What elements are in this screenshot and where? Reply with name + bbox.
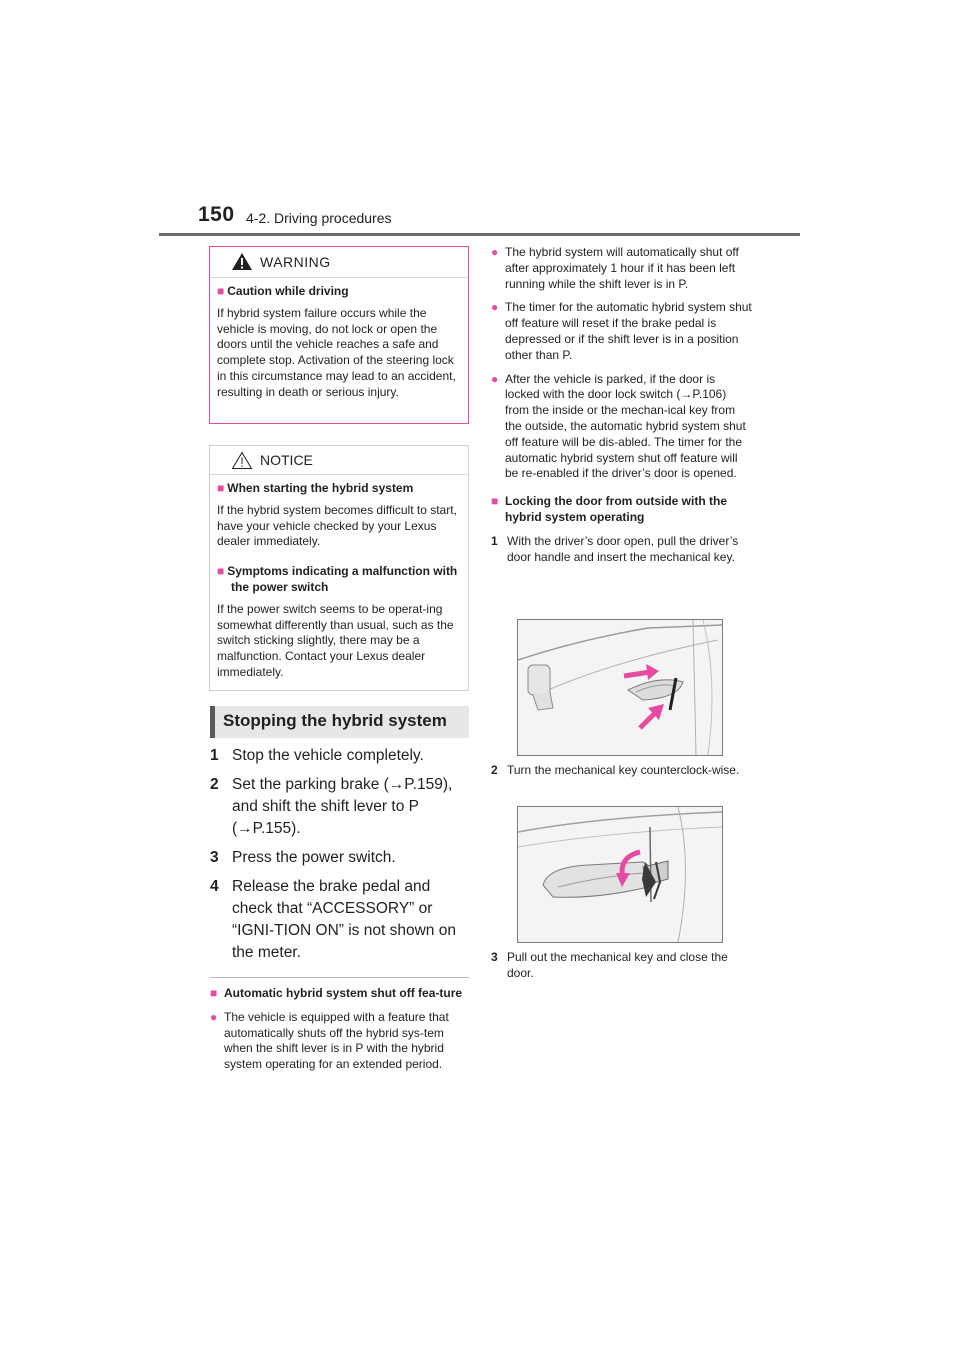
bullet-text: The hybrid system will automatically shut off after approximately 1 hour if it has been left running while the shift lever is in P.	[505, 245, 739, 291]
warning-triangle-icon	[231, 252, 253, 276]
notice-heading-text: When starting the hybrid system	[227, 481, 414, 495]
square-marker-icon: ■	[491, 494, 499, 509]
bullet-text: After the vehicle is parked, if the door is locked with the door lock switch (→P.106) from the inside or the mechan-ical key from the outside, the automatic hybrid system shut off feature will be dis-abled. The timer for the automatic hybrid system shut off feature will be re-enabled if the driver’s door is opened.	[505, 371, 746, 481]
square-marker-icon: ■	[217, 284, 225, 298]
notice-label: NOTICE	[260, 452, 313, 468]
locking-heading	[491, 494, 753, 526]
bullet-text: The timer for the automatic hybrid system shut off feature will reset if the brake pedal is depressed or if the shift lever is in a position other than P.	[505, 300, 752, 362]
bullet-item	[491, 245, 753, 292]
warning-heading	[217, 284, 461, 300]
header-rule	[159, 233, 800, 236]
notice-header	[210, 446, 468, 475]
bullet-item	[210, 1010, 472, 1073]
right-column	[491, 245, 753, 573]
bullet-dot-icon: ●	[491, 245, 499, 259]
square-marker-icon: ■	[217, 564, 225, 579]
subsection-heading-text: Stopping the hybrid system	[223, 711, 447, 730]
auto-shutoff-section	[210, 986, 472, 1081]
notice-heading-2	[217, 564, 461, 596]
step-number: 1	[210, 747, 219, 764]
section-title: 4-2. Driving procedures	[246, 210, 392, 226]
notice-heading-1	[217, 481, 461, 497]
step-text: Turn the mechanical key counterclock-wise.	[507, 763, 740, 777]
notice-text-1: If the hybrid system becomes difficult to start, have your vehicle checked by your Lexus dealer immediately.	[217, 502, 457, 549]
step-item	[491, 950, 753, 982]
step-number: 2	[210, 776, 219, 793]
step-number: 2	[491, 763, 498, 777]
warning-box	[209, 246, 469, 424]
step-number: 1	[491, 533, 498, 548]
step-number: 3	[491, 950, 498, 964]
warning-text: If hybrid system failure occurs while the vehicle is moving, do not lock or open the doors until the vehicle reaches a safe and complete stop. Activation of the steering lock in this circumstance may lead to an accident, resulting in death or serious injury.	[217, 305, 456, 399]
page-number: 150	[198, 203, 235, 226]
step-text: Press the power switch.	[232, 849, 396, 866]
square-marker-icon: ■	[210, 986, 218, 1000]
step-number: 3	[210, 849, 219, 866]
notice-text-2: If the power switch seems to be operat-ing somewhat differently than usual, such as the switch sticking slightly, there may be a malfunction. Contact your Lexus dealer immediately.	[217, 601, 454, 679]
bullet-dot-icon: ●	[210, 1009, 218, 1024]
step-text: Set the parking brake (→P.159), and shift the shift lever to P (→P.155).	[232, 776, 453, 837]
door-handle-illustration	[517, 619, 723, 756]
step-item	[491, 763, 753, 779]
locking-step-2	[491, 763, 753, 787]
bullet-text: The vehicle is equipped with a feature that automatically shuts off the hybrid sys-tem when the shift lever is in P with the hybrid system operating for an extended period.	[224, 1009, 449, 1072]
square-marker-icon: ■	[217, 481, 225, 495]
step-text: Pull out the mechanical key and close the door.	[507, 950, 728, 980]
bullet-item	[491, 300, 753, 363]
key-turning-illustration	[517, 806, 723, 943]
notice-heading-text: Symptoms indicating a malfunction with the power switch	[227, 564, 458, 594]
auto-shutoff-heading	[210, 986, 472, 1002]
step-number: 4	[210, 878, 219, 895]
step-text: Stop the vehicle completely.	[232, 747, 424, 764]
notice-box	[209, 445, 469, 691]
step-item	[210, 876, 472, 964]
step-item	[210, 774, 472, 840]
step-item	[210, 745, 472, 767]
locking-heading-text: Locking the door from outside with the hybrid system operating	[505, 494, 727, 524]
section-divider	[210, 977, 469, 978]
bullet-item	[491, 372, 753, 483]
heading-bar	[210, 706, 215, 738]
notice-triangle-icon	[231, 451, 253, 475]
bullet-dot-icon: ●	[491, 371, 499, 386]
auto-shutoff-heading-text: Automatic hybrid system shut off fea-ture	[224, 986, 463, 1000]
subsection-heading	[210, 706, 469, 738]
step-item	[210, 847, 472, 869]
step-item	[491, 534, 753, 566]
step-text: Release the brake pedal and check that “ACCESSORY” or “IGNI-TION ON” is not shown on the meter.	[232, 878, 456, 961]
locking-step-3	[491, 950, 753, 990]
step-text: With the driver’s door open, pull the driver’s door handle and insert the mechanical key.	[507, 533, 739, 564]
bullet-dot-icon: ●	[491, 300, 499, 315]
warning-heading-text: Caution while driving	[227, 284, 349, 298]
warning-body	[210, 278, 468, 401]
warning-label: WARNING	[260, 254, 331, 270]
notice-body	[210, 475, 468, 681]
warning-header	[210, 247, 468, 278]
stopping-steps	[210, 745, 472, 971]
